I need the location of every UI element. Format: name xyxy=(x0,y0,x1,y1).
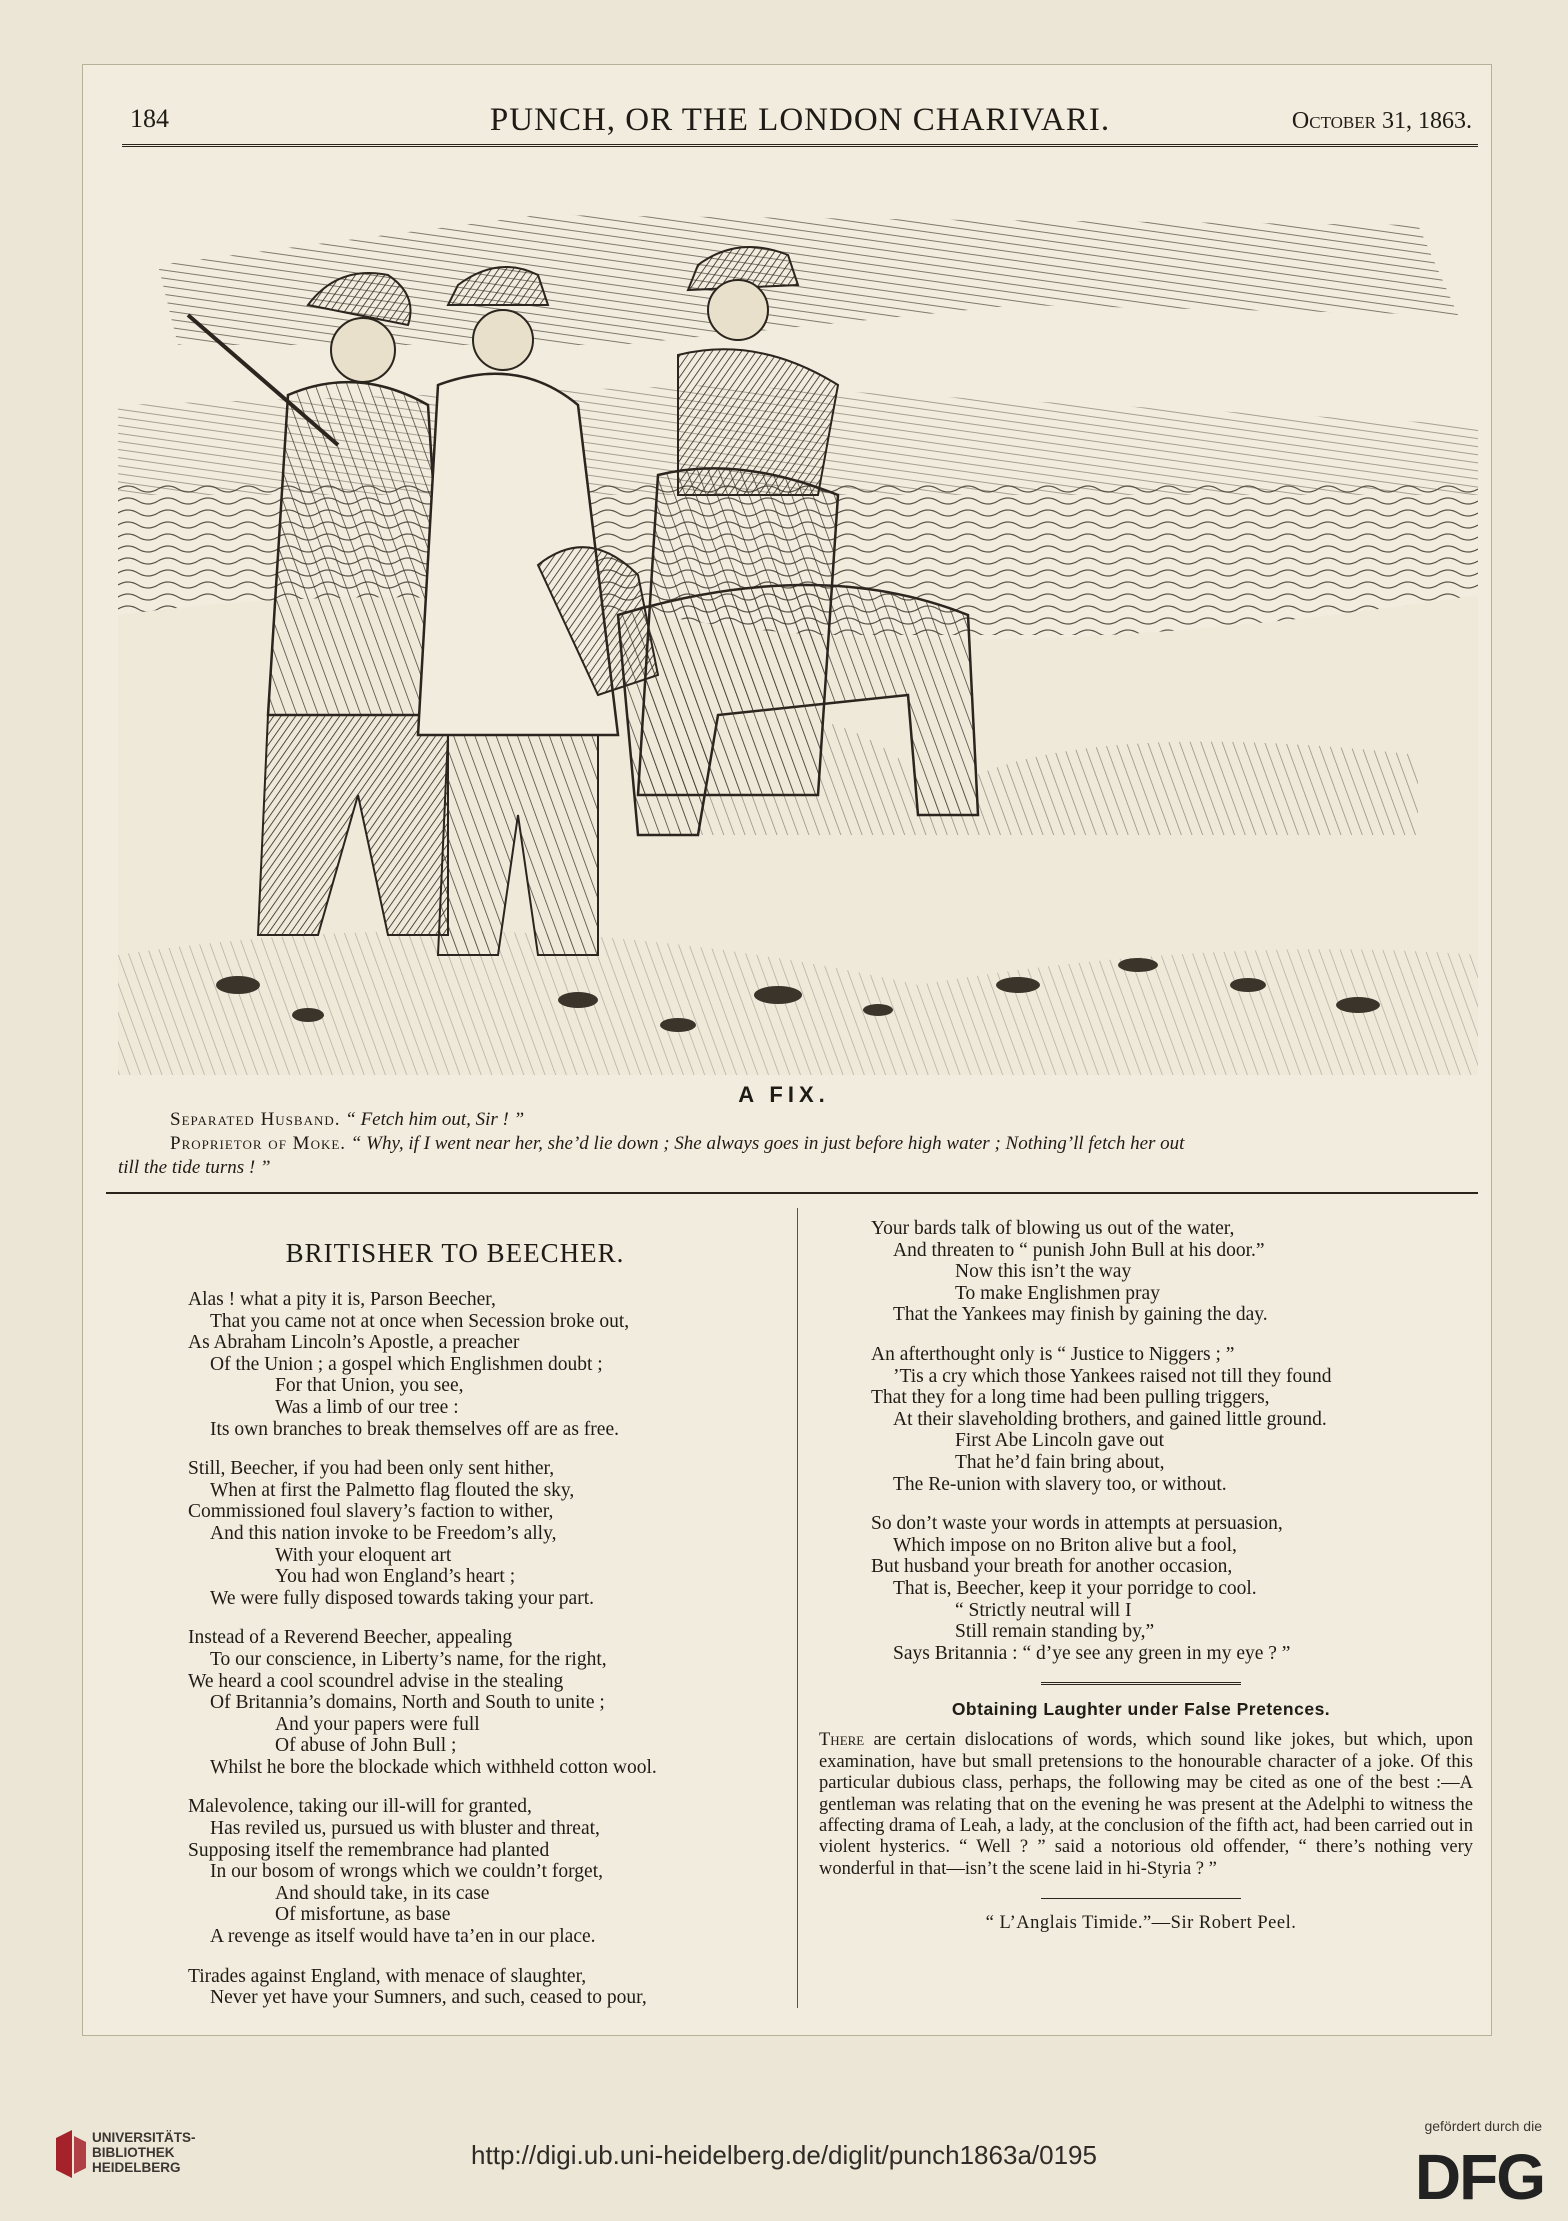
closing-line: “ L’Anglais Timide.”—Sir Robert Peel. xyxy=(985,1913,1297,1934)
proprietor-quote-continued: till the tide turns ! ” xyxy=(118,1157,271,1178)
poem-line: We heard a cool scoundrel advise in the stealing xyxy=(188,1670,564,1692)
poem-line: Its own branches to break themselves off are as free. xyxy=(210,1418,619,1440)
publication-title: PUNCH, OR THE LONDON CHARIVARI. xyxy=(489,102,1111,138)
poem-line: That you came not at once when Secession broke out, xyxy=(210,1310,630,1332)
poem-line: Never yet have your Sumners, and such, ceased to pour, xyxy=(210,1987,647,2009)
poem-line: Of misfortune, as base xyxy=(275,1904,451,1926)
poem-stanza xyxy=(805,1218,1477,1326)
section-divider xyxy=(106,1192,1478,1194)
poem-line: As Abraham Lincoln’s Apostle, a preacher xyxy=(188,1332,520,1354)
article-text: are certain dislocations of words, which sound like jokes, but which, upon examination, have but small pretensions to the honourable character of a joke. Of this particular dubious class, perhaps, the following may be cited as one of the best :—A gentleman was relating that on the evening he was present at the Adelphi to witness the affecting drama of Leah, a lady, at the conclusion of the fifth act, had been carried out in violent hysterics. “ Well ? ” said a notorious old offender, “ there’s nothing very wonderful in that—isn’t the scene laid in hi-Styria ? ” xyxy=(819,1730,1473,1879)
poem-stanza xyxy=(805,1513,1477,1664)
library-line-3: HEIDELBERG xyxy=(92,2160,181,2175)
poem-line: To our conscience, in Liberty’s name, for the right, xyxy=(210,1648,607,1670)
poem-line: An afterthought only is “ Justice to Niggers ; ” xyxy=(871,1343,1235,1365)
poem-line: A revenge as itself would have ta’en in our place. xyxy=(210,1926,596,1948)
poem-stanza xyxy=(130,1458,780,1609)
poem-stanza xyxy=(805,1344,1477,1495)
poem-line: In our bosom of wrongs which we couldn’t forget, xyxy=(210,1861,604,1883)
poem-line: Tirades against England, with menace of slaughter, xyxy=(188,1965,587,1987)
poem-line: Of abuse of John Bull ; xyxy=(275,1735,457,1757)
source-url[interactable]: http://digi.ub.uni-heidelberg.de/diglit/punch1863a/0195 xyxy=(471,2140,1097,2170)
article-end-rule xyxy=(1041,1898,1241,1899)
poem-stanza xyxy=(130,1289,780,1440)
article-body xyxy=(805,1730,1477,1880)
library-line-2: BIBLIOTHEK xyxy=(92,2145,175,2160)
poem-line: That he’d fain bring about, xyxy=(955,1451,1165,1473)
cartoon-caption xyxy=(118,1108,1470,1180)
poem-line: Which impose on no Briton alive but a fool, xyxy=(893,1534,1237,1556)
husband-quote: “ Fetch him out, Sir ! ” xyxy=(345,1109,525,1130)
column-divider xyxy=(797,1208,798,2008)
library-line-1: UNIVERSITÄTS- xyxy=(92,2130,196,2145)
poem-line: First Abe Lincoln gave out xyxy=(955,1430,1165,1452)
poem-line: We were fully disposed towards taking your part. xyxy=(210,1587,595,1609)
poem-line: Still remain standing by,” xyxy=(955,1621,1155,1643)
poem-line: Now this isn’t the way xyxy=(955,1261,1132,1283)
poem-line: Has reviled us, pursued us with bluster and threat, xyxy=(210,1818,600,1840)
poem-line: And should take, in its case xyxy=(275,1882,490,1904)
poem-line: Malevolence, taking our ill-will for granted, xyxy=(188,1796,532,1818)
poem-line: “ Strictly neutral will I xyxy=(955,1599,1132,1621)
poem-line: So don’t waste your words in attempts at persuasion, xyxy=(871,1513,1283,1535)
poem-line: And this nation invoke to be Freedom’s ally, xyxy=(210,1522,557,1544)
speaker-proprietor: Proprietor of Moke. xyxy=(170,1133,347,1154)
article-title: Obtaining Laughter under False Pretences. xyxy=(951,1699,1331,1720)
poem-line: And threaten to “ punish John Bull at his door.” xyxy=(893,1239,1265,1261)
left-column xyxy=(130,1238,780,2027)
poem-line: Still, Beecher, if you had been only sent hither, xyxy=(188,1458,555,1480)
poem-end-rule xyxy=(1041,1682,1241,1685)
poem-stanzas-right xyxy=(805,1218,1477,1664)
poem-line: To make Englishmen pray xyxy=(955,1282,1160,1304)
poem-line: For that Union, you see, xyxy=(275,1375,464,1397)
poem-stanza xyxy=(130,1796,780,1947)
page-number: 184 xyxy=(130,104,169,133)
poem-line: Instead of a Reverend Beecher, appealing xyxy=(188,1627,513,1649)
footer-bar xyxy=(0,2110,1568,2221)
poem-line: But husband your breath for another occasion, xyxy=(871,1556,1233,1578)
poem-line: You had won England’s heart ; xyxy=(275,1566,516,1588)
poem-stanzas-left xyxy=(130,1289,780,2009)
poem-line: That they for a long time had been pulling triggers, xyxy=(871,1387,1270,1409)
poem-stanza xyxy=(130,1966,780,2009)
poem-line: Whilst he bore the blockade which withheld cotton wool. xyxy=(210,1756,657,1778)
poem-line: The Re-union with slavery too, or without. xyxy=(893,1473,1227,1495)
poem-line: Was a limb of our tree : xyxy=(275,1396,459,1418)
poem-line: ’Tis a cry which those Yankees raised not till they found xyxy=(893,1365,1332,1387)
poem-line: Says Britannia : “ d’ye see any green in my eye ? ” xyxy=(893,1642,1291,1664)
poem-line: Of Britannia’s domains, North and South to unite ; xyxy=(210,1692,605,1714)
article-first-word: There xyxy=(819,1730,865,1751)
poem-line: Supposing itself the remembrance had planted xyxy=(188,1839,550,1861)
poem-line: Your bards talk of blowing us out of the water, xyxy=(871,1218,1235,1239)
page-header xyxy=(122,100,1478,147)
poem-line: And your papers were full xyxy=(275,1713,480,1735)
right-column xyxy=(805,1218,1477,1934)
funding-note: gefördert durch die xyxy=(1424,2118,1542,2134)
poem-title: BRITISHER TO BEECHER. xyxy=(285,1238,625,1268)
poem-stanza xyxy=(130,1627,780,1778)
proprietor-quote: “ Why, if I went near her, she’d lie down ; She always goes in just before high water ; Nothing’ll fetch her out xyxy=(350,1133,1185,1154)
poem-line: When at first the Palmetto flag flouted the sky, xyxy=(210,1479,575,1501)
poem-line: With your eloquent art xyxy=(275,1544,452,1566)
cartoon-title: A FIX. xyxy=(738,1082,830,1107)
poem-line: Alas ! what a pity it is, Parson Beecher, xyxy=(188,1289,496,1310)
poem-line: Of the Union ; a gospel which Englishmen doubt ; xyxy=(210,1353,603,1375)
cartoon-illustration xyxy=(118,195,1478,1075)
poem-line: At their slaveholding brothers, and gained little ground. xyxy=(893,1408,1327,1430)
poem-line: Commissioned foul slavery’s faction to wither, xyxy=(188,1501,554,1523)
poem-line: That is, Beecher, keep it your porridge to cool. xyxy=(893,1577,1257,1599)
poem-line: That the Yankees may finish by gaining the day. xyxy=(893,1304,1268,1326)
dfg-logo: DFG xyxy=(1414,2141,1544,2213)
issue-date: October 31, 1863. xyxy=(1291,108,1472,134)
speaker-husband: Separated Husband. xyxy=(170,1109,341,1130)
